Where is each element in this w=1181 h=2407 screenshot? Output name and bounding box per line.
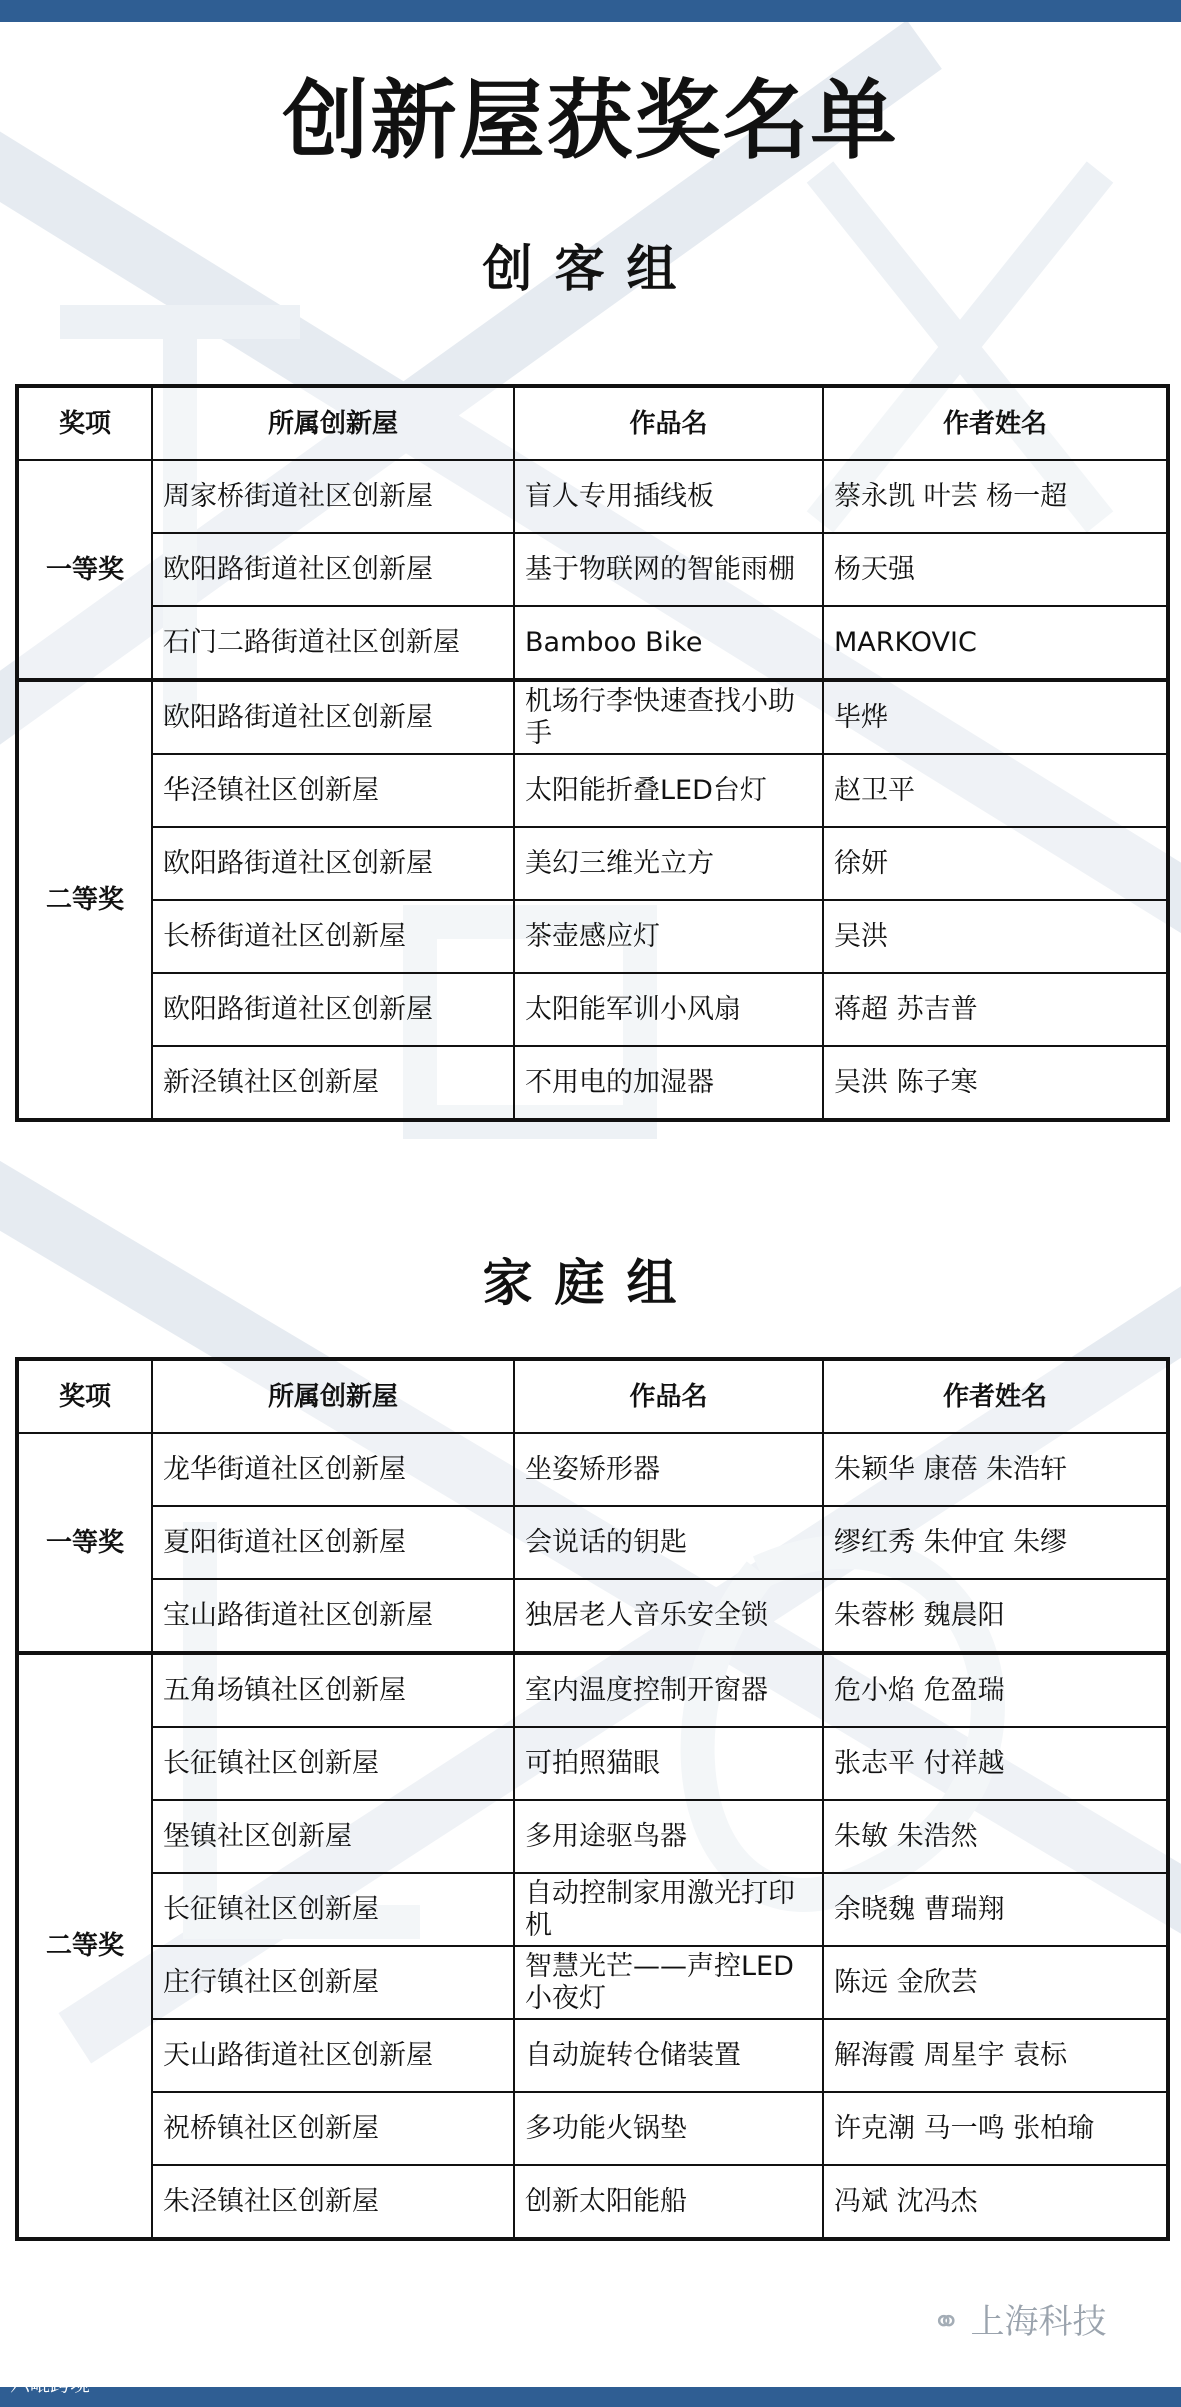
work-cell: Bamboo Bike <box>514 606 823 680</box>
award-label: 二等奖 <box>17 680 152 1120</box>
table-header-row <box>17 386 1168 460</box>
author-cell: MARKOVIC <box>823 606 1168 680</box>
work-cell: 自动控制家用激光打印机 <box>514 1873 823 1946</box>
work-cell: 多用途驱鸟器 <box>514 1800 823 1873</box>
table-row <box>17 1506 1168 1579</box>
author-cell: 张志平 付祥越 <box>823 1727 1168 1800</box>
table-row <box>17 754 1168 827</box>
table-row <box>17 1873 1168 1946</box>
table-row <box>17 533 1168 606</box>
award-label: 一等奖 <box>17 460 152 680</box>
author-cell: 朱敏 朱浩然 <box>823 1800 1168 1873</box>
award-label: 一等奖 <box>17 1433 152 1653</box>
group-title-maker: 创客组 <box>482 239 699 298</box>
header-author: 作者姓名 <box>823 1359 1168 1433</box>
work-cell: 美幻三维光立方 <box>514 827 823 900</box>
house-cell: 朱泾镇社区创新屋 <box>152 2165 514 2239</box>
table-row <box>17 1579 1168 1653</box>
house-cell: 天山路街道社区创新屋 <box>152 2019 514 2092</box>
house-cell: 长征镇社区创新屋 <box>152 1727 514 1800</box>
work-cell: 不用电的加湿器 <box>514 1046 823 1120</box>
table-row <box>17 1727 1168 1800</box>
work-cell: 机场行李快速查找小助手 <box>514 680 823 754</box>
author-cell: 吴洪 <box>823 900 1168 973</box>
work-cell: 盲人专用插线板 <box>514 460 823 533</box>
author-cell: 徐妍 <box>823 827 1168 900</box>
author-cell: 冯斌 沈冯杰 <box>823 2165 1168 2239</box>
house-cell: 祝桥镇社区创新屋 <box>152 2092 514 2165</box>
work-cell: 可拍照猫眼 <box>514 1727 823 1800</box>
author-cell: 余晓魏 曹瑞翔 <box>823 1873 1168 1946</box>
group-title-family: 家庭组 <box>482 1253 699 1312</box>
header-author: 作者姓名 <box>823 386 1168 460</box>
work-cell: 自动旋转仓储装置 <box>514 2019 823 2092</box>
author-cell: 蒋超 苏吉普 <box>823 973 1168 1046</box>
header-house: 所属创新屋 <box>152 386 514 460</box>
table-row <box>17 460 1168 533</box>
work-cell: 智慧光芒——声控LED小夜灯 <box>514 1946 823 2019</box>
table-row <box>17 900 1168 973</box>
author-cell: 朱颖华 康蓓 朱浩轩 <box>823 1433 1168 1506</box>
header-work: 作品名 <box>514 386 823 460</box>
header-work: 作品名 <box>514 1359 823 1433</box>
house-cell: 华泾镇社区创新屋 <box>152 754 514 827</box>
table-row <box>17 1800 1168 1873</box>
header-award: 奖项 <box>17 1359 152 1433</box>
house-cell: 夏阳街道社区创新屋 <box>152 1506 514 1579</box>
work-cell: 创新太阳能船 <box>514 2165 823 2239</box>
author-cell: 吴洪 陈子寒 <box>823 1046 1168 1120</box>
footer-source: 六毗跨境 <box>10 2372 90 2396</box>
author-cell: 杨天强 <box>823 533 1168 606</box>
author-cell: 缪红秀 朱仲宜 朱缪 <box>823 1506 1168 1579</box>
house-cell: 石门二路街道社区创新屋 <box>152 606 514 680</box>
author-cell: 解海霞 周星宇 袁标 <box>823 2019 1168 2092</box>
house-cell: 庄行镇社区创新屋 <box>152 1946 514 2019</box>
table-header-row <box>17 1359 1168 1433</box>
author-cell: 朱蓉彬 魏晨阳 <box>823 1579 1168 1653</box>
house-cell: 长征镇社区创新屋 <box>152 1873 514 1946</box>
work-cell: 多功能火锅垫 <box>514 2092 823 2165</box>
work-cell: 太阳能折叠LED台灯 <box>514 754 823 827</box>
table-row <box>17 2019 1168 2092</box>
awards-table-maker <box>15 384 1170 1122</box>
top-color-bar <box>0 0 1181 22</box>
house-cell: 周家桥街道社区创新屋 <box>152 460 514 533</box>
house-cell: 宝山路街道社区创新屋 <box>152 1579 514 1653</box>
house-cell: 龙华街道社区创新屋 <box>152 1433 514 1506</box>
award-label: 二等奖 <box>17 1653 152 2239</box>
author-cell: 毕烨 <box>823 680 1168 754</box>
work-cell: 独居老人音乐安全锁 <box>514 1579 823 1653</box>
work-cell: 茶壶感应灯 <box>514 900 823 973</box>
page-title: 创新屋获奖名单 <box>282 70 899 171</box>
table-row <box>17 1433 1168 1506</box>
wechat-icon: ⚭ <box>932 2302 961 2342</box>
bottom-color-bar <box>0 2387 1181 2407</box>
house-cell: 堡镇社区创新屋 <box>152 1800 514 1873</box>
house-cell: 欧阳路街道社区创新屋 <box>152 680 514 754</box>
table-row <box>17 2092 1168 2165</box>
house-cell: 新泾镇社区创新屋 <box>152 1046 514 1120</box>
author-cell: 危小焰 危盈瑞 <box>823 1653 1168 1727</box>
author-cell: 赵卫平 <box>823 754 1168 827</box>
house-cell: 欧阳路街道社区创新屋 <box>152 533 514 606</box>
house-cell: 五角场镇社区创新屋 <box>152 1653 514 1727</box>
footer-account-name: 上海科技 <box>970 2302 1107 2342</box>
author-cell: 许克潮 马一鸣 张柏瑜 <box>823 2092 1168 2165</box>
table-row <box>17 606 1168 680</box>
table-row <box>17 680 1168 754</box>
author-cell: 蔡永凯 叶芸 杨一超 <box>823 460 1168 533</box>
table-row <box>17 973 1168 1046</box>
table-row <box>17 1946 1168 2019</box>
footer-account-logo <box>932 2294 1107 2343</box>
table-row <box>17 1653 1168 1727</box>
awards-table-family <box>15 1357 1170 2241</box>
work-cell: 太阳能军训小风扇 <box>514 973 823 1046</box>
work-cell: 坐姿矫形器 <box>514 1433 823 1506</box>
work-cell: 会说话的钥匙 <box>514 1506 823 1579</box>
work-cell: 室内温度控制开窗器 <box>514 1653 823 1727</box>
table-row <box>17 1046 1168 1120</box>
house-cell: 欧阳路街道社区创新屋 <box>152 827 514 900</box>
header-award: 奖项 <box>17 386 152 460</box>
work-cell: 基于物联网的智能雨棚 <box>514 533 823 606</box>
table-row <box>17 827 1168 900</box>
house-cell: 长桥街道社区创新屋 <box>152 900 514 973</box>
table-row <box>17 2165 1168 2239</box>
header-house: 所属创新屋 <box>152 1359 514 1433</box>
author-cell: 陈远 金欣芸 <box>823 1946 1168 2019</box>
house-cell: 欧阳路街道社区创新屋 <box>152 973 514 1046</box>
